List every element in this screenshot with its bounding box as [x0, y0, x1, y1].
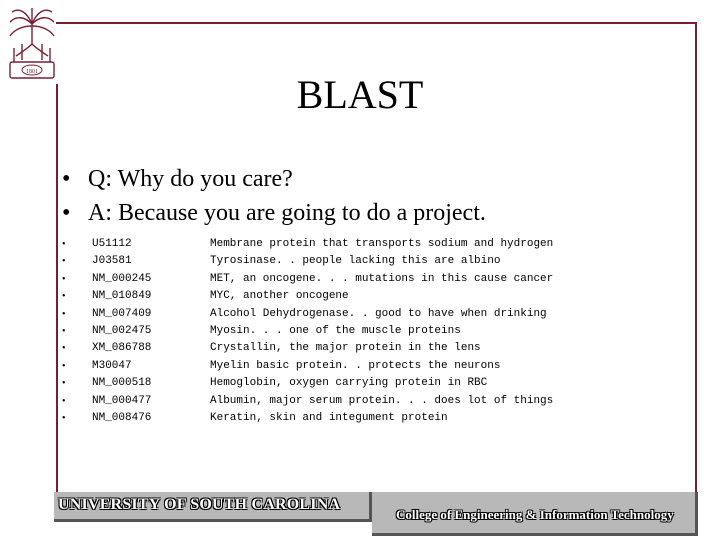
- gene-description: Albumin, major serum protein. . . does lot of things: [210, 394, 554, 407]
- gene-description: Tyrosinase. . people lacking this are albino: [210, 255, 501, 268]
- gene-row: [58, 323, 553, 340]
- seal-text: 1801: [26, 69, 38, 75]
- bullet-marker: •: [62, 166, 71, 192]
- gene-row: [58, 375, 553, 392]
- gene-description: Hemoglobin, oxygen carrying protein in RBC: [210, 377, 488, 390]
- gene-bullet: •: [62, 413, 66, 425]
- gene-row: [58, 340, 553, 357]
- gene-description: Membrane protein that transports sodium and hydrogen: [210, 238, 554, 250]
- gene-bullet: •: [62, 378, 66, 390]
- gene-row: [58, 253, 553, 270]
- gene-row: [58, 410, 553, 427]
- frame-top-line: [56, 22, 696, 24]
- gene-bullet: •: [62, 256, 66, 268]
- gene-row: [58, 236, 553, 253]
- main-bullet-list: [62, 162, 486, 230]
- bullet-answer: [62, 196, 486, 230]
- gene-description: Keratin, skin and integument protein: [210, 412, 448, 425]
- gene-description: MET, an oncogene. . . mutations in this cause cancer: [210, 272, 554, 285]
- college-name: College of Engineering & Information Technology: [396, 507, 674, 522]
- gene-id: U51112: [92, 238, 132, 250]
- gene-row: [58, 393, 553, 410]
- university-banner: [54, 492, 372, 522]
- gene-row: [58, 358, 553, 375]
- palmetto-seal-icon: [4, 4, 60, 88]
- bullet-text: A: Because you are going to do a project.: [88, 200, 486, 226]
- gene-id: XM_086788: [92, 342, 152, 355]
- college-banner: [372, 492, 698, 536]
- gene-row: [58, 288, 553, 305]
- gene-id: NM_010849: [92, 290, 152, 303]
- university-name: UNIVERSITY OF SOUTH CAROLINA: [58, 496, 341, 513]
- gene-bullet: •: [62, 343, 66, 355]
- gene-bullet: •: [62, 291, 66, 303]
- gene-id: NM_002475: [92, 325, 152, 338]
- gene-row: [58, 271, 553, 288]
- bullet-marker: •: [62, 200, 71, 226]
- gene-bullet: •: [62, 395, 66, 407]
- gene-bullet: •: [62, 360, 66, 372]
- gene-id: M30047: [92, 359, 132, 372]
- gene-bullet: •: [62, 326, 66, 338]
- gene-description: MYC, another oncogene: [210, 290, 349, 303]
- gene-bullet: •: [62, 239, 66, 250]
- bullet-text: Q: Why do you care?: [88, 166, 293, 192]
- gene-list: [58, 236, 553, 427]
- gene-bullet: •: [62, 273, 66, 285]
- gene-row: [58, 306, 553, 323]
- gene-description: Crystallin, the major protein in the lens: [210, 342, 481, 355]
- gene-description: Alcohol Dehydrogenase. . good to have when drinking: [210, 307, 547, 320]
- gene-id: J03581: [92, 255, 132, 268]
- gene-id: NM_000518: [92, 377, 152, 390]
- gene-id: NM_000477: [92, 394, 152, 407]
- gene-id: NM_000245: [92, 272, 152, 285]
- gene-id: NM_008476: [92, 412, 152, 425]
- gene-description: Myosin. . . one of the muscle proteins: [210, 325, 461, 338]
- gene-id: NM_007409: [92, 307, 152, 320]
- gene-description: Myelin basic protein. . protects the neurons: [210, 359, 501, 372]
- bullet-question: [62, 162, 486, 196]
- frame-right-line: [695, 22, 697, 492]
- slide-title: BLAST: [296, 72, 424, 117]
- gene-bullet: •: [62, 308, 66, 320]
